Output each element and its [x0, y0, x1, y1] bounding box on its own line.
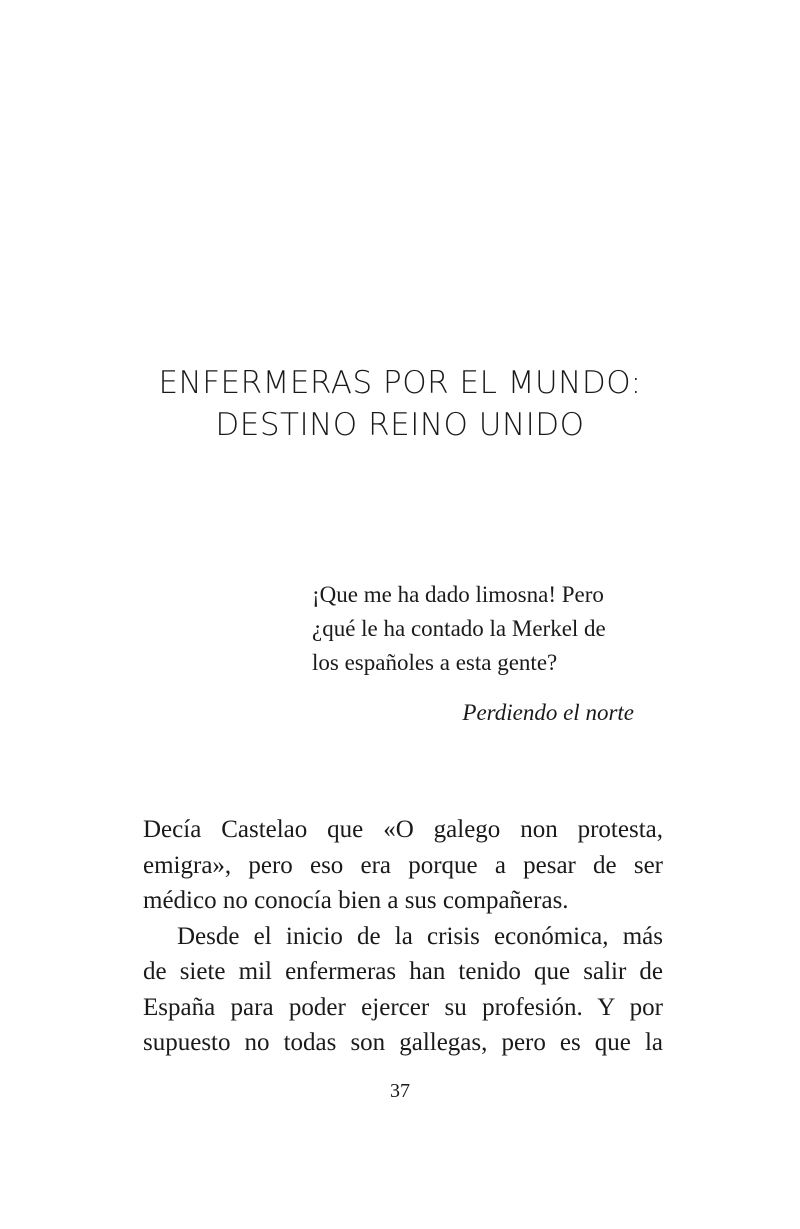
paragraph-2: [143, 919, 663, 1061]
paragraph-2-line-2: de siete mil enfermeras han tenido que salir de: [143, 958, 663, 985]
epigraph-line-1: ¡Que me ha dado limosna! Pero: [312, 582, 604, 607]
paragraph-2-line-1: Desde el inicio de la crisis económica, más: [177, 922, 663, 950]
paragraph-1-line-1: Decía Castelao que «O galego non protesta,: [143, 816, 663, 843]
epigraph: [312, 578, 652, 725]
paragraph-1: [143, 812, 663, 919]
paragraph-1-line-2: emigra», pero eso era porque a pesar de ser: [143, 851, 663, 879]
chapter-title-line-1: ENFERMERAS POR EL MUNDO:: [158, 365, 642, 401]
epigraph-line-3: los españoles a esta gente?: [312, 650, 558, 675]
epigraph-source: Perdiendo el norte: [462, 700, 634, 725]
epigraph-quote: [312, 578, 652, 680]
paragraph-2-line-4: supuesto no todas son gallegas, pero es que la: [143, 1029, 663, 1056]
page-number: 37: [390, 1080, 410, 1102]
chapter-title: [0, 362, 800, 446]
chapter-title-line-2: DESTINO REINO UNIDO: [215, 407, 585, 443]
epigraph-line-2: ¿qué le ha contado la Merkel de: [312, 616, 606, 641]
paragraph-1-line-3: médico no conocía bien a sus compañeras.: [143, 887, 569, 914]
paragraph-2-line-3: España para poder ejercer su profesión. Y por: [143, 993, 663, 1021]
body-text: [143, 812, 663, 1061]
